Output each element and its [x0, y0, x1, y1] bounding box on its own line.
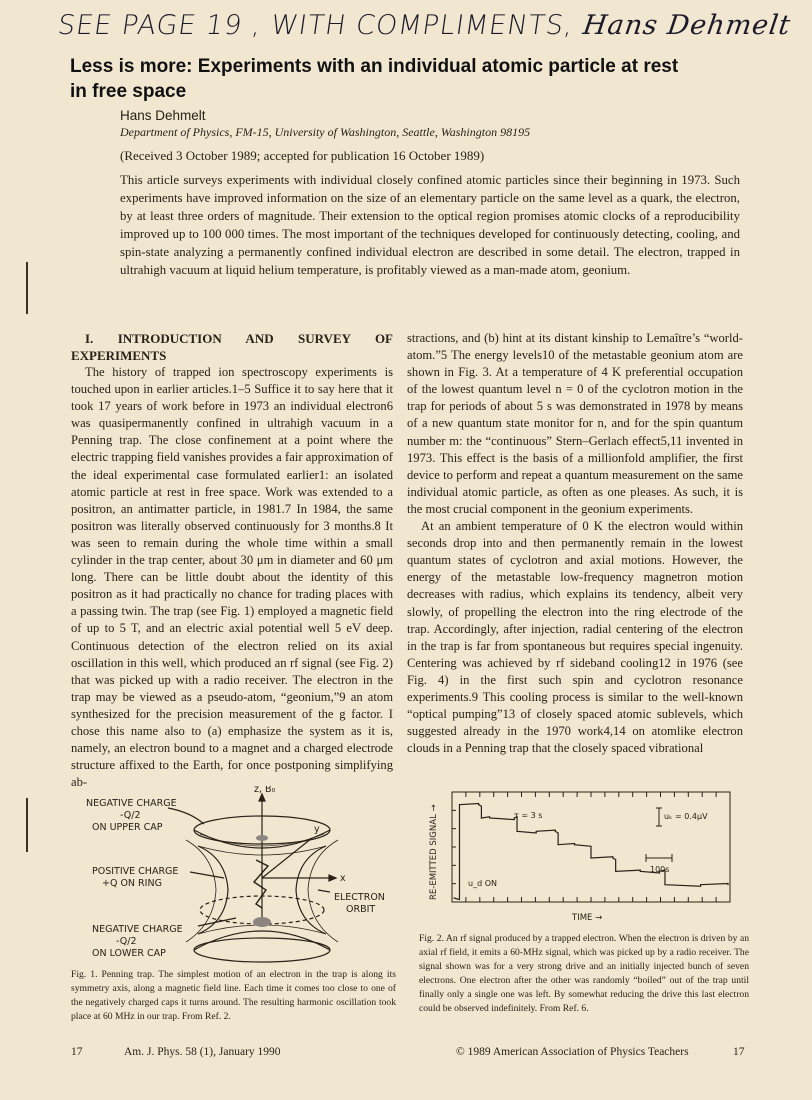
- section-heading: I. INTRODUCTION AND SURVEY OF EXPERIMENTS: [71, 331, 393, 363]
- signal-point: [555, 831, 556, 832]
- chart-time-scale-marker: [646, 854, 672, 862]
- signal-point: [664, 884, 665, 885]
- intro-paragraph: The history of trapped ion spectroscopy experiments is touched upon in earlier articles.1–5 Suffice it to say here that it took 17 years of work before in 1973 an individual electron6 was quasipermanently confined in ultrahigh vacuum in a Penning trap. The close confinement at a point where the electric trapping field vanishes provides a fair approximation of the ideal experimental case formulated earlier1: an isolated atomic particle at rest in free space. Work was extended to a positron, an antimatter particle, in 1981.7 In 1984, the same positron was literally observed continuously for 3 months.8 It was seen to remain during the whole time within a small cylinder in the trap center, about 30 μm in diameter and 60 μm long. There can be little doubt about the identity of this positron as it had practically no chance for trading places with a passing twin. The trap (see Fig. 1) employed a magnetic field of up to 5 T, and an electric axial potential well 5 eV deep. Continuous detection of the electron relied on its axial oscillation in this well, which produced an rf signal (see Fig. 2) that was picked up with a radio receiver. The electron in the trap may be viewed as a pseudo-atom, “geonium,”9 an atom synthesized for the precision measurement of the g factor. I chose this name also to (a) emphasize the system as it is, namely, an electron bound to a magnet and a charged electrode structure affixed to the Earth, for once postponing simplifying ab-: [71, 365, 393, 790]
- upper-cap-shading: [256, 835, 268, 841]
- binder-mark-bottom: [26, 798, 28, 852]
- chart-scale-marker: [656, 808, 662, 826]
- signal-point: [612, 857, 613, 858]
- fig1-axis-z: z, B₀: [254, 786, 276, 795]
- received-dates: (Received 3 October 1989; accepted for publication 16 October 1989): [120, 148, 485, 163]
- electron-oscillation-path: [254, 860, 268, 908]
- footer-copyright: © 1989 American Association of Physics Teachers: [456, 1046, 689, 1058]
- signal-point: [453, 897, 454, 898]
- left-column: [71, 330, 393, 791]
- signal-point: [459, 804, 460, 805]
- signal-point: [574, 844, 575, 845]
- article-title: Less is more: Experiments with an individual atomic particle at rest in free space: [70, 56, 679, 102]
- footer-page-left: 17: [71, 1046, 83, 1058]
- fig1-axis-y: y: [314, 824, 320, 835]
- handwritten-note: [56, 10, 810, 41]
- signal-point: [516, 831, 517, 832]
- chart-x-label: TIME →: [572, 913, 603, 923]
- signal-point: [478, 804, 479, 805]
- signal-point: [558, 844, 559, 845]
- signal-point: [536, 831, 537, 832]
- author-name: Hans Dehmelt: [120, 108, 206, 123]
- fig1-label-orbit-1: ELECTRON: [334, 892, 385, 903]
- signal-point: [640, 871, 641, 872]
- fig1-label-neg-bot-1: NEGATIVE CHARGE: [92, 924, 183, 935]
- handwritten-signature: Hans Dehmelt: [580, 10, 793, 41]
- signal-point: [727, 884, 728, 885]
- chart-annotation-tau: τ = 3 s: [514, 811, 543, 820]
- chart-annotation-scale: uₖ = 0.4μV: [664, 812, 708, 821]
- footer-page-right: 17: [733, 1046, 745, 1058]
- signal-point: [615, 871, 616, 872]
- lower-cap-bowl: [194, 931, 330, 950]
- footer-journal: Am. J. Phys. 58 (1), January 1990: [124, 1046, 281, 1058]
- chart-y-label: RE-EMITTED SIGNAL →: [429, 804, 439, 900]
- fig1-label-neg-bot-2: -Q/2: [116, 936, 137, 947]
- chart-annotation-time-scale: 100s: [650, 865, 670, 874]
- fig1-label-pos-2: +Q ON RING: [102, 878, 162, 889]
- figure-2-caption: Fig. 2. An rf signal produced by a trapped electron. When the electron is driven by an axial rf field, it emits a 60-MHz signal, which was picked up by a radio receiver. The signal shown was for a very strong drive and an initially injected bunch of seven electrons. One electron after the other was randomly “boiled” out of the trap until finally only a single one was left. By somewhat reducing the drive this last electron could be observed indefinitely. From Ref. 6.: [419, 933, 749, 1014]
- right-paragraph-2: At an ambient temperature of 0 K the electron would within seconds drop into and then permanently remain in the lowest quantum states of cyclotron and axial motions. However, the energy of the metastable low-frequency magnetron motion decreases with radius, which explains its tendency, albeit very slowly, of propelling the electron into the ring electrode of the trap. Accordingly, after injection, radial centering of the electron in the trap is far from spontaneous but requires special ingenuity. Centering was achieved by rf sideband cooling12 in 1976 (see Fig. 4) in the first such spin and cyclotron resonance experiments.9 This cooling process is similar to the well-known “optical pumping”13 of closely spaced atomic sublevels, which suggested already in the 1970 work4,14 on atomlike electron clouds in a Penning trap that the closely spaced vibrational: [407, 519, 743, 756]
- fig1-label-neg-top-3: ON UPPER CAP: [92, 822, 163, 833]
- figure-2-chart: [424, 786, 744, 926]
- chart-annotation-drive: u_d ON: [468, 879, 497, 888]
- figure-1-caption: Fig. 1. Penning trap. The simplest motion of an electron in the trap is along its symmetry axis, along a magnetic field line. Each time it comes too close to one of the negatively charged caps it turns around. The resulting harmonic oscillation took place at 60 MHz in our trap. From Ref. 2.: [71, 969, 396, 1022]
- signal-point: [590, 857, 591, 858]
- author-affiliation: Department of Physics, FM-15, University of Washington, Seattle, Washington 98195: [120, 125, 531, 139]
- abstract: This article surveys experiments with individual closely confined atomic particles since their beginning in 1973. Such experiments have improved information on the size of an elementary particle on the same level as a quark, the electron, by at least three orders of magnitude. Their extension to the optical region promises atomic clocks of a reproducibility improved up to 100 000 times. The most important of the techniques developed for continuously detecting, cooling, and spin-state analyzing a permanently confined individual electron are described in some detail. The electron, trapped in ultrahigh vacuum at liquid helium temperature, is profitably viewed as a man-made atom, geonium.: [120, 173, 740, 277]
- lower-cap-shading: [253, 917, 271, 927]
- signal-point: [481, 817, 482, 818]
- signal-point: [489, 817, 490, 818]
- lower-cap-rim: [194, 938, 330, 962]
- fig1-label-neg-top-2: -Q/2: [120, 810, 141, 821]
- handwritten-text: SEE PAGE 19 , WITH COMPLIMENTS,: [55, 10, 576, 41]
- fig1-label-pos-1: POSITIVE CHARGE: [92, 866, 179, 877]
- signal-point: [700, 884, 701, 885]
- right-column: [407, 330, 743, 757]
- fig1-label-orbit-2: ORBIT: [346, 904, 376, 915]
- fig1-label-neg-bot-3: ON LOWER CAP: [92, 948, 166, 959]
- figure-1-penning-trap: [86, 786, 406, 964]
- fig1-axis-x: x: [340, 873, 346, 884]
- right-paragraph-1: stractions, and (b) hint at its distant kinship to Lemaître’s “world-atom.”5 The energy levels10 of the metastable geonium atom are shown in Fig. 3. At a temperature of 4 K preferential occupation of the lowest quantum level n = 0 of the cyclotron motion in the trap for periods of about 5 s was demonstrated in 1978 by means of a new quantum state monitor for n, and for the spin quantum number m: the “continuous” Stern–Gerlach effect5,11 invented in 1973. This effect is the basis of a millionfold amplifier, the first device to perform and repeat a quantum measurement on the same individual atomic particle, as often as one pleases. As such, it is the most crucial component in the geonium experiments.: [407, 331, 743, 516]
- fig1-label-neg-top-1: NEGATIVE CHARGE: [86, 798, 177, 809]
- binder-mark-top: [26, 262, 28, 314]
